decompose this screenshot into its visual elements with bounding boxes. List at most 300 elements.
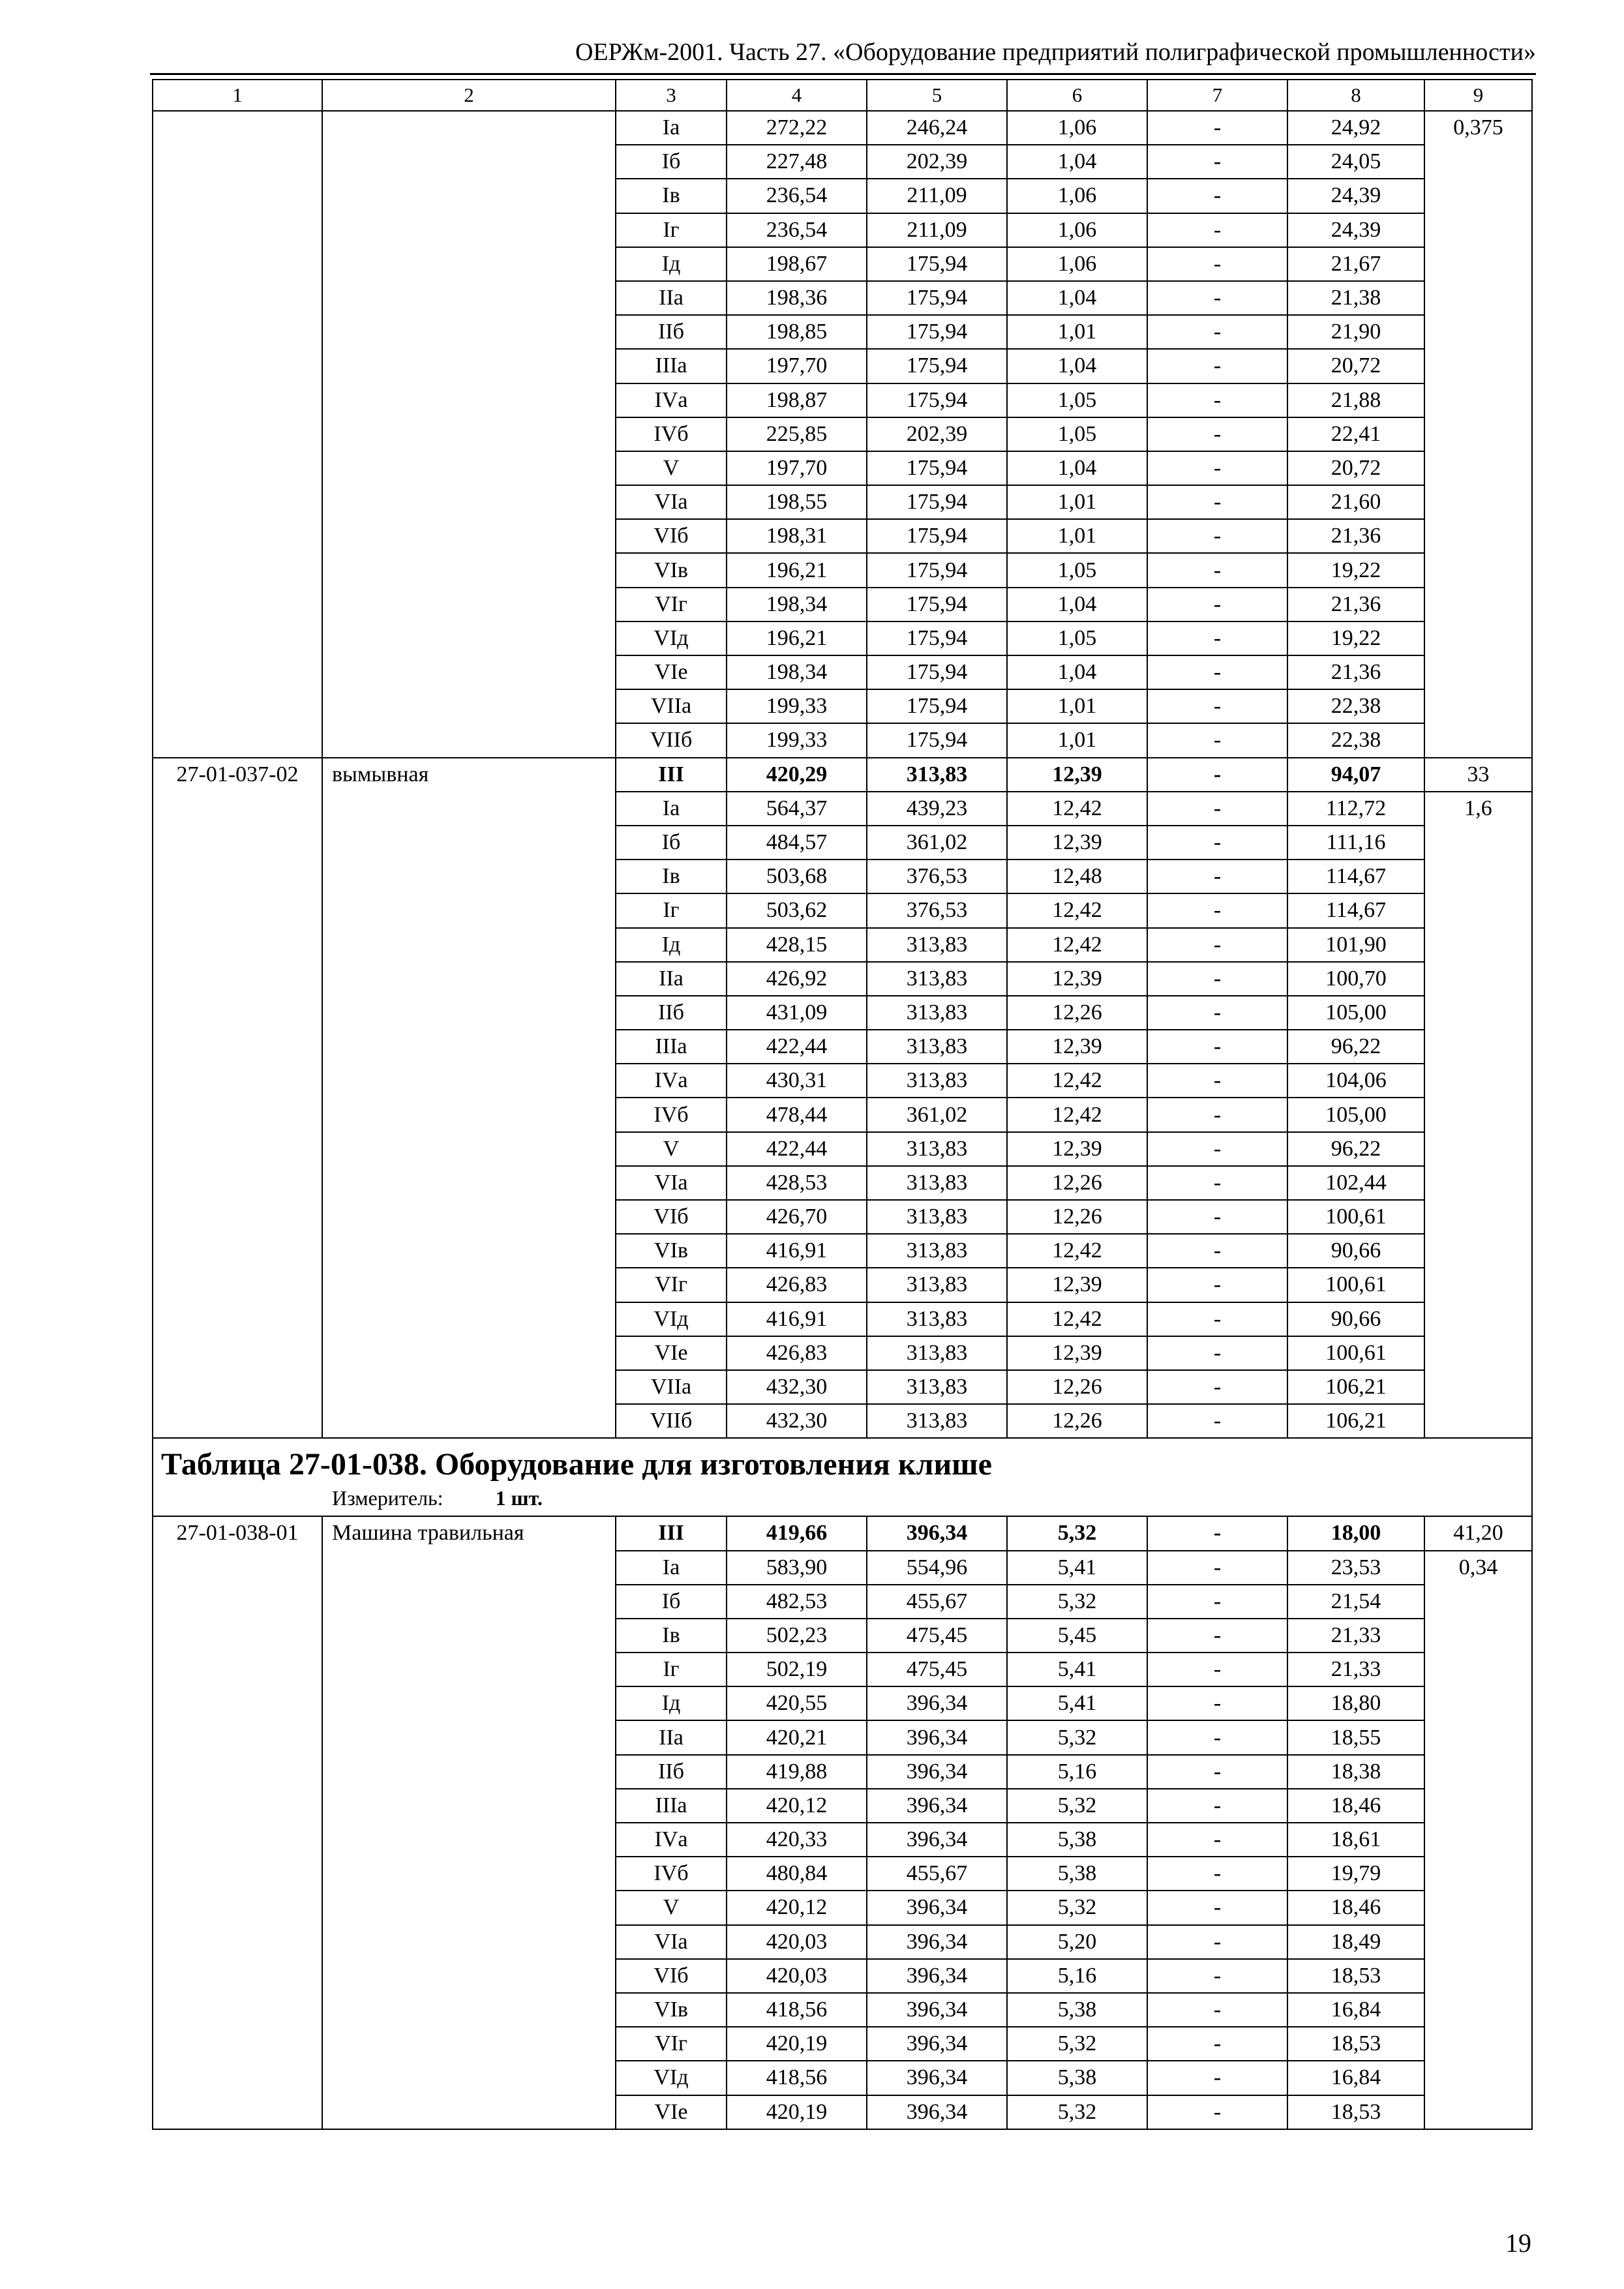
- machine-operation-cell: 1,06: [1007, 247, 1147, 281]
- labor-wages-cell: 313,83: [867, 1370, 1007, 1404]
- labor-wages-cell: 396,34: [867, 1959, 1007, 1993]
- labor-wages-cell: 396,34: [867, 1993, 1007, 2027]
- driver-wages-cell: -: [1147, 1132, 1287, 1166]
- machine-operation-cell: 12,42: [1007, 893, 1147, 927]
- zone-code-cell: VIд: [616, 621, 727, 655]
- labor-wages-cell: 376,53: [867, 860, 1007, 893]
- zone-code-cell: Iд: [616, 928, 727, 962]
- labor-wages-cell: 396,34: [867, 1755, 1007, 1789]
- direct-costs-cell: 426,83: [727, 1268, 867, 1302]
- labor-wages-cell: 175,94: [867, 621, 1007, 655]
- zone-code-cell: VIIа: [616, 1370, 727, 1404]
- labor-wages-cell: 313,83: [867, 1404, 1007, 1438]
- driver-wages-cell: -: [1147, 1959, 1287, 1993]
- labor-wages-cell: 175,94: [867, 553, 1007, 587]
- labor-wages-cell: 211,09: [867, 179, 1007, 213]
- direct-costs-cell: 426,83: [727, 1336, 867, 1370]
- materials-cell: 22,38: [1287, 689, 1424, 723]
- driver-wages-cell: -: [1147, 689, 1287, 723]
- driver-wages-cell: -: [1147, 349, 1287, 383]
- driver-wages-cell: -: [1147, 145, 1287, 179]
- machine-operation-cell: 1,05: [1007, 621, 1147, 655]
- machine-operation-cell: 1,04: [1007, 655, 1147, 689]
- labor-wages-cell: 361,02: [867, 826, 1007, 860]
- driver-wages-cell: -: [1147, 1755, 1287, 1789]
- materials-cell: 94,07: [1287, 758, 1424, 792]
- section-header-cell: [153, 1438, 1532, 1516]
- zone-code-cell: VIб: [616, 1200, 727, 1234]
- labor-wages-cell: 175,94: [867, 689, 1007, 723]
- direct-costs-cell: 196,21: [727, 621, 867, 655]
- machine-operation-cell: 1,01: [1007, 519, 1147, 553]
- column-number: 3: [616, 80, 727, 111]
- materials-cell: 90,66: [1287, 1302, 1424, 1336]
- zone-code-cell: VIа: [616, 1925, 727, 1959]
- direct-costs-cell: 420,12: [727, 1891, 867, 1924]
- machine-operation-cell: 12,39: [1007, 1132, 1147, 1166]
- direct-costs-cell: 480,84: [727, 1857, 867, 1891]
- direct-costs-cell: 420,03: [727, 1925, 867, 1959]
- direct-costs-cell: 420,19: [727, 2027, 867, 2061]
- direct-costs-cell: 198,85: [727, 315, 867, 349]
- labor-wages-cell: 396,34: [867, 1686, 1007, 1720]
- labor-wages-cell: 313,83: [867, 1302, 1007, 1336]
- zone-code-cell: IIIа: [616, 1030, 727, 1064]
- labor-wages-cell: 313,83: [867, 962, 1007, 996]
- driver-wages-cell: -: [1147, 1370, 1287, 1404]
- direct-costs-cell: 426,92: [727, 962, 867, 996]
- materials-cell: 19,79: [1287, 1857, 1424, 1891]
- column-number: 2: [322, 80, 616, 111]
- zone-code-cell: IIа: [616, 281, 727, 315]
- labor-wages-cell: 396,34: [867, 2027, 1007, 2061]
- materials-cell: 96,22: [1287, 1030, 1424, 1064]
- materials-cell: 100,61: [1287, 1336, 1424, 1370]
- materials-cell: 21,88: [1287, 383, 1424, 417]
- machine-operation-cell: 1,01: [1007, 315, 1147, 349]
- driver-wages-cell: -: [1147, 860, 1287, 893]
- driver-wages-cell: -: [1147, 1336, 1287, 1370]
- machine-operation-cell: 1,05: [1007, 383, 1147, 417]
- machine-operation-cell: 1,06: [1007, 111, 1147, 145]
- labor-wages-cell: 175,94: [867, 655, 1007, 689]
- machine-operation-cell: 12,39: [1007, 1268, 1147, 1302]
- driver-wages-cell: -: [1147, 588, 1287, 621]
- machine-operation-cell: 12,39: [1007, 758, 1147, 792]
- driver-wages-cell: -: [1147, 655, 1287, 689]
- driver-wages-cell: -: [1147, 1857, 1287, 1891]
- machine-operation-cell: 5,16: [1007, 1959, 1147, 1993]
- driver-wages-cell: -: [1147, 1200, 1287, 1234]
- rate-code-cell: 27-01-037-02: [153, 758, 322, 1439]
- zone-code-cell: VIе: [616, 1336, 727, 1370]
- machine-operation-cell: 1,04: [1007, 349, 1147, 383]
- driver-wages-cell: -: [1147, 1166, 1287, 1200]
- labor-wages-cell: 396,34: [867, 1789, 1007, 1823]
- materials-cell: 96,22: [1287, 1132, 1424, 1166]
- zone-code-cell: Iб: [616, 826, 727, 860]
- machine-operation-cell: 12,42: [1007, 1098, 1147, 1131]
- direct-costs-cell: 431,09: [727, 996, 867, 1030]
- labor-wages-cell: 313,83: [867, 1200, 1007, 1234]
- labor-wages-cell: 396,34: [867, 1720, 1007, 1754]
- direct-costs-cell: 420,55: [727, 1686, 867, 1720]
- direct-costs-cell: 198,34: [727, 588, 867, 621]
- labor-wages-cell: 175,94: [867, 349, 1007, 383]
- zone-code-cell: IVа: [616, 383, 727, 417]
- zone-code-cell: VIб: [616, 519, 727, 553]
- materials-cell: 24,39: [1287, 213, 1424, 247]
- zone-code-cell: VIг: [616, 588, 727, 621]
- zone-code-cell: VIв: [616, 553, 727, 587]
- materials-cell: 18,38: [1287, 1755, 1424, 1789]
- zone-code-cell: IIа: [616, 1720, 727, 1754]
- direct-costs-cell: 420,03: [727, 1959, 867, 1993]
- driver-wages-cell: -: [1147, 758, 1287, 792]
- zone-code-cell: VIа: [616, 1166, 727, 1200]
- driver-wages-cell: -: [1147, 281, 1287, 315]
- machine-operation-cell: 5,41: [1007, 1686, 1147, 1720]
- direct-costs-cell: 199,33: [727, 723, 867, 757]
- labor-wages-cell: 313,83: [867, 1336, 1007, 1370]
- zone-code-cell: Iд: [616, 247, 727, 281]
- zone-code-cell: III: [616, 758, 727, 792]
- zone-code-cell: Iа: [616, 1551, 727, 1585]
- direct-costs-cell: 420,33: [727, 1823, 867, 1857]
- direct-costs-cell: 198,55: [727, 485, 867, 519]
- measure-label: Измеритель:: [332, 1486, 444, 1510]
- driver-wages-cell: -: [1147, 1516, 1287, 1550]
- materials-cell: 114,67: [1287, 860, 1424, 893]
- labor-wages-cell: 313,83: [867, 1064, 1007, 1098]
- labor-wages-cell: 175,94: [867, 485, 1007, 519]
- zone-code-cell: IVа: [616, 1823, 727, 1857]
- zone-code-cell: VIе: [616, 2095, 727, 2129]
- driver-wages-cell: -: [1147, 1619, 1287, 1653]
- coefficient-cell: 41,20: [1424, 1516, 1532, 1550]
- machine-operation-cell: 5,32: [1007, 1789, 1147, 1823]
- labor-wages-cell: 313,83: [867, 1166, 1007, 1200]
- zone-code-cell: Iв: [616, 1619, 727, 1653]
- driver-wages-cell: -: [1147, 621, 1287, 655]
- rate-name-cell: Машина травильная: [322, 1516, 616, 2129]
- zone-code-cell: IVб: [616, 417, 727, 451]
- rates-table: [152, 79, 1533, 2130]
- materials-cell: 18,00: [1287, 1516, 1424, 1550]
- labor-wages-cell: 313,83: [867, 1268, 1007, 1302]
- measure-line: [332, 1486, 1527, 1510]
- direct-costs-cell: 197,70: [727, 451, 867, 485]
- driver-wages-cell: -: [1147, 792, 1287, 826]
- machine-operation-cell: 5,32: [1007, 1516, 1147, 1550]
- driver-wages-cell: -: [1147, 315, 1287, 349]
- header-rule: [150, 73, 1536, 75]
- machine-operation-cell: 5,38: [1007, 1993, 1147, 2027]
- driver-wages-cell: -: [1147, 1404, 1287, 1438]
- zone-code-cell: V: [616, 1891, 727, 1924]
- materials-cell: 112,72: [1287, 792, 1424, 826]
- driver-wages-cell: -: [1147, 1030, 1287, 1064]
- zone-code-cell: VIа: [616, 485, 727, 519]
- driver-wages-cell: -: [1147, 111, 1287, 145]
- zone-code-cell: IVб: [616, 1098, 727, 1131]
- direct-costs-cell: 196,21: [727, 553, 867, 587]
- direct-costs-cell: 225,85: [727, 417, 867, 451]
- direct-costs-cell: 426,70: [727, 1200, 867, 1234]
- labor-wages-cell: 455,67: [867, 1857, 1007, 1891]
- materials-cell: 24,92: [1287, 111, 1424, 145]
- labor-wages-cell: 455,67: [867, 1585, 1007, 1619]
- zone-code-cell: IVб: [616, 1857, 727, 1891]
- zone-code-cell: VIIб: [616, 723, 727, 757]
- coefficient-cell: 33: [1424, 758, 1532, 792]
- labor-wages-cell: 202,39: [867, 417, 1007, 451]
- materials-cell: 21,60: [1287, 485, 1424, 519]
- labor-wages-cell: 211,09: [867, 213, 1007, 247]
- labor-wages-cell: 361,02: [867, 1098, 1007, 1131]
- materials-cell: 105,00: [1287, 996, 1424, 1030]
- direct-costs-cell: 430,31: [727, 1064, 867, 1098]
- page-number: 19: [1505, 2228, 1531, 2258]
- materials-cell: 18,80: [1287, 1686, 1424, 1720]
- materials-cell: 21,36: [1287, 655, 1424, 689]
- zone-code-cell: Iб: [616, 145, 727, 179]
- labor-wages-cell: 175,94: [867, 281, 1007, 315]
- direct-costs-cell: 564,37: [727, 792, 867, 826]
- driver-wages-cell: -: [1147, 1823, 1287, 1857]
- direct-costs-cell: 418,56: [727, 1993, 867, 2027]
- zone-code-cell: V: [616, 451, 727, 485]
- zone-code-cell: VIв: [616, 1993, 727, 2027]
- rate-code-cell: 27-01-038-01: [153, 1516, 322, 2129]
- zone-code-cell: VIд: [616, 1302, 727, 1336]
- machine-operation-cell: 12,42: [1007, 1064, 1147, 1098]
- driver-wages-cell: -: [1147, 213, 1287, 247]
- labor-wages-cell: 175,94: [867, 315, 1007, 349]
- machine-operation-cell: 12,42: [1007, 1234, 1147, 1268]
- driver-wages-cell: -: [1147, 383, 1287, 417]
- column-number: 1: [153, 80, 322, 111]
- driver-wages-cell: -: [1147, 2095, 1287, 2129]
- driver-wages-cell: -: [1147, 1098, 1287, 1131]
- zone-code-cell: IIб: [616, 1755, 727, 1789]
- driver-wages-cell: -: [1147, 928, 1287, 962]
- materials-cell: 18,55: [1287, 1720, 1424, 1754]
- labor-wages-cell: 202,39: [867, 145, 1007, 179]
- driver-wages-cell: -: [1147, 996, 1287, 1030]
- column-number: 5: [867, 80, 1007, 111]
- machine-operation-cell: 5,16: [1007, 1755, 1147, 1789]
- zone-code-cell: VIг: [616, 2027, 727, 2061]
- materials-cell: 21,33: [1287, 1619, 1424, 1653]
- driver-wages-cell: -: [1147, 247, 1287, 281]
- materials-cell: 106,21: [1287, 1370, 1424, 1404]
- direct-costs-cell: 478,44: [727, 1098, 867, 1131]
- direct-costs-cell: 419,66: [727, 1516, 867, 1550]
- materials-cell: 100,61: [1287, 1200, 1424, 1234]
- page-header: ОЕРЖм-2001. Часть 27. «Оборудование предприятий полиграфической промышленности»: [575, 38, 1536, 66]
- zone-code-cell: Iд: [616, 1686, 727, 1720]
- materials-cell: 19,22: [1287, 621, 1424, 655]
- materials-cell: 20,72: [1287, 451, 1424, 485]
- direct-costs-cell: 199,33: [727, 689, 867, 723]
- direct-costs-cell: 416,91: [727, 1234, 867, 1268]
- zone-code-cell: IIIа: [616, 1789, 727, 1823]
- direct-costs-cell: 484,57: [727, 826, 867, 860]
- labor-wages-cell: 475,45: [867, 1653, 1007, 1686]
- direct-costs-cell: 482,53: [727, 1585, 867, 1619]
- direct-costs-cell: 502,19: [727, 1653, 867, 1686]
- materials-cell: 18,49: [1287, 1925, 1424, 1959]
- direct-costs-cell: 422,44: [727, 1030, 867, 1064]
- machine-operation-cell: 5,20: [1007, 1925, 1147, 1959]
- table-row: [153, 111, 1532, 145]
- labor-wages-cell: 246,24: [867, 111, 1007, 145]
- materials-cell: 100,70: [1287, 962, 1424, 996]
- direct-costs-cell: 227,48: [727, 145, 867, 179]
- driver-wages-cell: -: [1147, 1064, 1287, 1098]
- zone-code-cell: Iг: [616, 893, 727, 927]
- machine-operation-cell: 12,39: [1007, 826, 1147, 860]
- materials-cell: 19,22: [1287, 553, 1424, 587]
- driver-wages-cell: -: [1147, 1551, 1287, 1585]
- driver-wages-cell: -: [1147, 962, 1287, 996]
- driver-wages-cell: -: [1147, 2027, 1287, 2061]
- machine-operation-cell: 1,04: [1007, 451, 1147, 485]
- labor-wages-cell: 175,94: [867, 451, 1007, 485]
- labor-wages-cell: 376,53: [867, 893, 1007, 927]
- zone-code-cell: VIIа: [616, 689, 727, 723]
- machine-operation-cell: 12,42: [1007, 1302, 1147, 1336]
- direct-costs-cell: 420,29: [727, 758, 867, 792]
- driver-wages-cell: -: [1147, 553, 1287, 587]
- machine-operation-cell: 12,26: [1007, 1166, 1147, 1200]
- driver-wages-cell: -: [1147, 1925, 1287, 1959]
- materials-cell: 16,84: [1287, 2061, 1424, 2095]
- zone-code-cell: VIв: [616, 1234, 727, 1268]
- direct-costs-cell: 583,90: [727, 1551, 867, 1585]
- materials-cell: 106,21: [1287, 1404, 1424, 1438]
- direct-costs-cell: 432,30: [727, 1404, 867, 1438]
- machine-operation-cell: 5,41: [1007, 1551, 1147, 1585]
- zone-code-cell: Iа: [616, 111, 727, 145]
- labor-wages-cell: 396,34: [867, 2061, 1007, 2095]
- materials-cell: 18,46: [1287, 1891, 1424, 1924]
- rate-code-cell: [153, 111, 322, 758]
- zone-code-cell: VIе: [616, 655, 727, 689]
- rate-name-cell: [322, 111, 616, 758]
- direct-costs-cell: 422,44: [727, 1132, 867, 1166]
- materials-cell: 114,67: [1287, 893, 1424, 927]
- materials-cell: 16,84: [1287, 1993, 1424, 2027]
- labor-wages-cell: 175,94: [867, 588, 1007, 621]
- zone-code-cell: IIб: [616, 996, 727, 1030]
- machine-operation-cell: 5,38: [1007, 1823, 1147, 1857]
- machine-operation-cell: 1,06: [1007, 213, 1147, 247]
- zone-code-cell: IIа: [616, 962, 727, 996]
- machine-operation-cell: 12,26: [1007, 1404, 1147, 1438]
- zone-code-cell: Iб: [616, 1585, 727, 1619]
- materials-cell: 18,46: [1287, 1789, 1424, 1823]
- direct-costs-cell: 198,67: [727, 247, 867, 281]
- driver-wages-cell: -: [1147, 1234, 1287, 1268]
- table-row-main: [153, 1516, 1532, 1550]
- labor-wages-cell: 313,83: [867, 1030, 1007, 1064]
- materials-cell: 90,66: [1287, 1234, 1424, 1268]
- materials-cell: 21,90: [1287, 315, 1424, 349]
- zone-code-cell: Iа: [616, 792, 727, 826]
- labor-wages-cell: 396,34: [867, 1925, 1007, 1959]
- zone-code-cell: III: [616, 1516, 727, 1550]
- driver-wages-cell: -: [1147, 1268, 1287, 1302]
- driver-wages-cell: -: [1147, 451, 1287, 485]
- machine-operation-cell: 12,39: [1007, 1030, 1147, 1064]
- direct-costs-cell: 503,62: [727, 893, 867, 927]
- labor-wages-cell: 313,83: [867, 928, 1007, 962]
- materials-cell: 22,41: [1287, 417, 1424, 451]
- labor-wages-cell: 175,94: [867, 723, 1007, 757]
- machine-operation-cell: 5,38: [1007, 1857, 1147, 1891]
- direct-costs-cell: 419,88: [727, 1755, 867, 1789]
- machine-operation-cell: 12,26: [1007, 1370, 1147, 1404]
- section-title: Таблица 27-01-038. Оборудование для изготовления клише: [161, 1447, 992, 1482]
- column-number: 6: [1007, 80, 1147, 111]
- labor-wages-cell: 313,83: [867, 1132, 1007, 1166]
- materials-cell: 21,38: [1287, 281, 1424, 315]
- column-number: 8: [1287, 80, 1424, 111]
- driver-wages-cell: -: [1147, 1585, 1287, 1619]
- zone-code-cell: Iг: [616, 1653, 727, 1686]
- coefficient-cell: 1,6: [1424, 792, 1532, 1439]
- materials-cell: 102,44: [1287, 1166, 1424, 1200]
- direct-costs-cell: 236,54: [727, 179, 867, 213]
- zone-code-cell: IIб: [616, 315, 727, 349]
- materials-cell: 21,33: [1287, 1653, 1424, 1686]
- labor-wages-cell: 175,94: [867, 247, 1007, 281]
- machine-operation-cell: 5,32: [1007, 2027, 1147, 2061]
- machine-operation-cell: 1,01: [1007, 689, 1147, 723]
- zone-code-cell: Iг: [616, 213, 727, 247]
- direct-costs-cell: 272,22: [727, 111, 867, 145]
- labor-wages-cell: 396,34: [867, 1891, 1007, 1924]
- driver-wages-cell: -: [1147, 1720, 1287, 1754]
- machine-operation-cell: 5,32: [1007, 1585, 1147, 1619]
- driver-wages-cell: -: [1147, 893, 1287, 927]
- zone-code-cell: V: [616, 1132, 727, 1166]
- column-number: 7: [1147, 80, 1287, 111]
- direct-costs-cell: 197,70: [727, 349, 867, 383]
- direct-costs-cell: 420,21: [727, 1720, 867, 1754]
- column-number: 4: [727, 80, 867, 111]
- materials-cell: 100,61: [1287, 1268, 1424, 1302]
- driver-wages-cell: -: [1147, 1653, 1287, 1686]
- direct-costs-cell: 432,30: [727, 1370, 867, 1404]
- driver-wages-cell: -: [1147, 1993, 1287, 2027]
- machine-operation-cell: 12,39: [1007, 962, 1147, 996]
- driver-wages-cell: -: [1147, 1891, 1287, 1924]
- direct-costs-cell: 420,12: [727, 1789, 867, 1823]
- materials-cell: 21,36: [1287, 519, 1424, 553]
- machine-operation-cell: 1,01: [1007, 723, 1147, 757]
- driver-wages-cell: -: [1147, 1789, 1287, 1823]
- labor-wages-cell: 175,94: [867, 383, 1007, 417]
- machine-operation-cell: 12,26: [1007, 996, 1147, 1030]
- driver-wages-cell: -: [1147, 519, 1287, 553]
- labor-wages-cell: 313,83: [867, 996, 1007, 1030]
- materials-cell: 20,72: [1287, 349, 1424, 383]
- driver-wages-cell: -: [1147, 485, 1287, 519]
- zone-code-cell: VIIб: [616, 1404, 727, 1438]
